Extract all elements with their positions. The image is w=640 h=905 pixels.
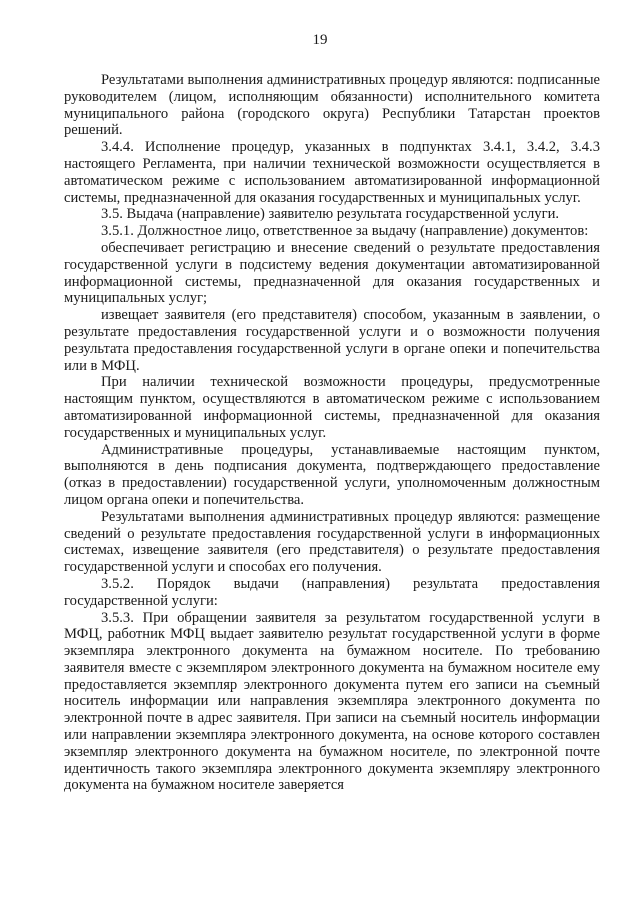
paragraph: Результатами выполнения административных процедур являются: подписанные руководителем (лицом, исполняющим обязанности) исполнительного комитета муниципального района (городского округа) Республики Татарстан проектов решений.	[64, 72, 600, 139]
paragraph: 3.5.2. Порядок выдачи (направления) результата предоставления государственной услуги:	[64, 575, 600, 609]
paragraph: 3.5. Выдача (направление) заявителю результата государственной услуги.	[101, 206, 560, 223]
paragraph: 3.4.4. Исполнение процедур, указанных в подпунктах 3.4.1, 3.4.2, 3.4.3 настоящего Регламента, при наличии технической возможности осуществляется в автоматическом режиме с использованием автоматизированной информационной системы, предназначенной для оказания государственных и муниципальных услуг.	[64, 139, 600, 206]
page-number: 19	[312, 32, 328, 48]
document-body	[64, 72, 600, 794]
paragraph: обеспечивает регистрацию и внесение сведений о результате предоставления государственной услуги в подсистему ведения документации автоматизированной информационной системы, предназначенной для оказания государственных и муниципальных услуг;	[64, 239, 600, 307]
paragraph: Административные процедуры, устанавливаемые настоящим пунктом, выполняются в день подписания документа, подтверждающего предоставление (отказ в предоставлении) государственной услуги, уполномоченным должностным лицом органа опеки и попечительства.	[64, 441, 600, 508]
paragraph: При наличии технической возможности процедуры, предусмотренные настоящим пунктом, осуществляются в автоматическом режиме с использованием автоматизированной информационной системы, предназначенной для оказания государственных и муниципальных услуг.	[64, 374, 600, 441]
paragraph: 3.5.1. Должностное лицо, ответственное за выдачу (направление) документов:	[101, 223, 589, 240]
paragraph: 3.5.3. При обращении заявителя за результатом государственной услуги в МФЦ, работник МФЦ выдает заявителю результат государственной услуги в форме экземпляра электронного документа на бумажном носителе. По требованию заявителя вместе с экземпляром электронного документа на бумажном носителе ему предоставляется экземпляр электронного документа путем его записи на съемный носитель информации или направления экземпляра электронного документа по электронной почте в адрес заявителя. При записи на съемный носитель информации или направлении экземпляра электронного документа, на основе которого составлен экземпляр электронного документа на бумажном носителе, по электронной почте идентичность такого экземпляра электронного документа экземпляру электронного документа на бумажном носителе заверяется	[64, 609, 600, 794]
paragraph: Результатами выполнения административных процедур являются: размещение сведений о результате предоставления государственной услуги в информационных системах, извещение заявителя (его представителя) о результате предоставления государственной услуги и способах его получения.	[64, 508, 600, 576]
paragraph: извещает заявителя (его представителя) способом, указанным в заявлении, о результате предоставления государственной услуги и о возможности получения результата предоставления государственной услуги в органе опеки и попечительства или в МФЦ.	[64, 307, 600, 374]
